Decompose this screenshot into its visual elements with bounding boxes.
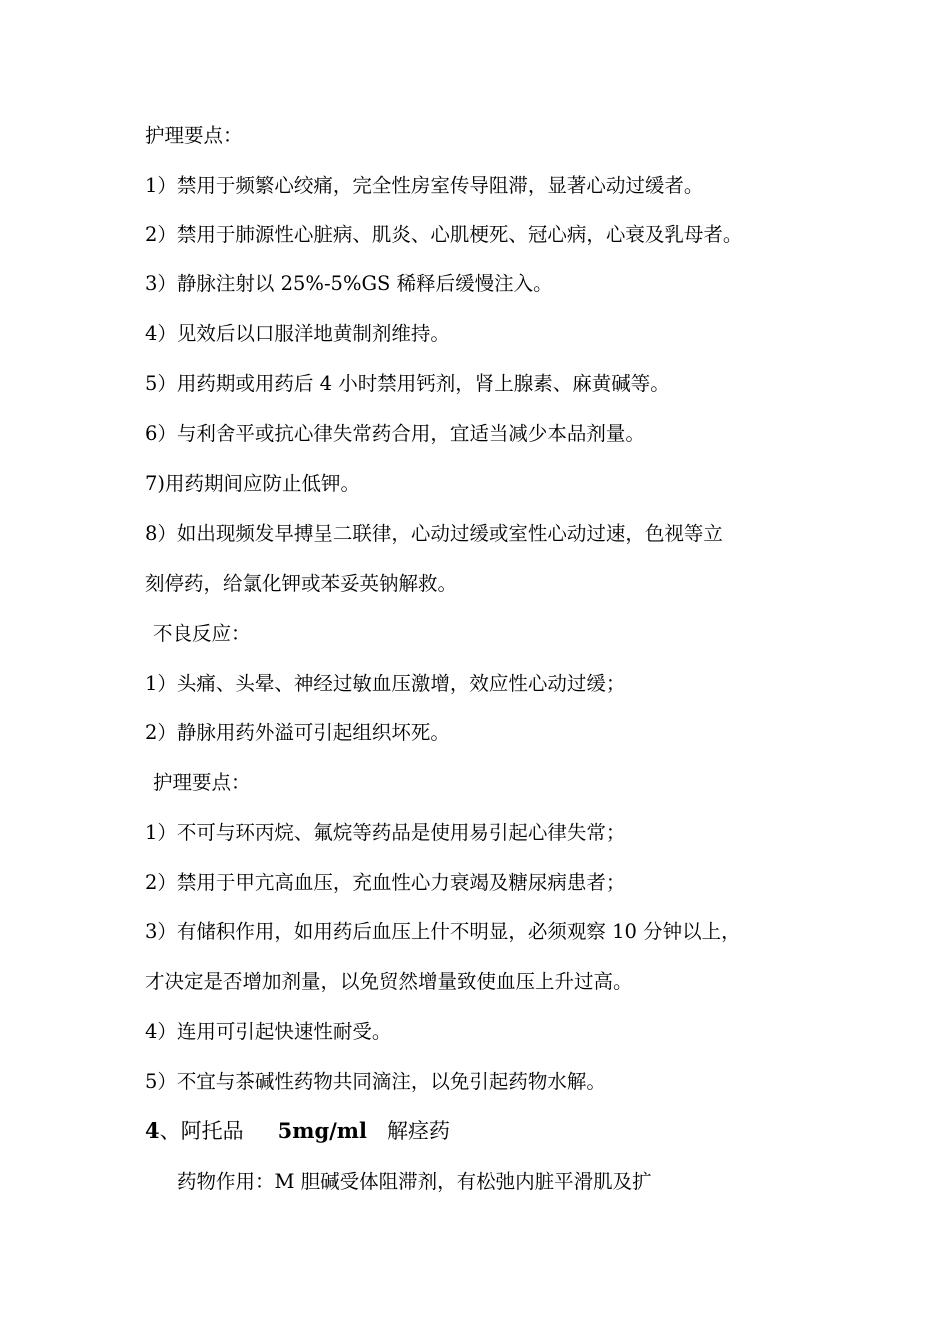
list-item: 4）连用可引起快速性耐受。 xyxy=(145,1020,392,1043)
list-item: 3）有储积作用，如用药后血压上什不明显，必须观察 10 分钟以上， xyxy=(145,920,741,943)
list-item: 1）头痛、头晕、神经过敏血压激增，效应性心动过缓； xyxy=(145,672,626,695)
drug-dose: 5mg/ml xyxy=(277,1118,368,1143)
list-item: 2）静脉用药外溢可引起组织坏死。 xyxy=(145,721,450,744)
list-item: 2）禁用于甲亢高血压，充血性心力衰竭及糖尿病患者； xyxy=(145,871,626,894)
section-title-nursing-points: 护理要点： xyxy=(153,771,251,794)
list-item: 3）静脉注射以 25%-5%GS 稀释后缓慢注入。 xyxy=(145,272,553,295)
drug-number: 4 xyxy=(145,1118,160,1143)
list-item: 8）如出现频发早搏呈二联律，心动过缓或室性心动过速，色视等立 xyxy=(145,522,723,545)
drug-category: 解痉药 xyxy=(387,1119,451,1143)
list-item: 1）不可与环丙烷、氟烷等药品是使用易引起心律失常； xyxy=(145,821,626,844)
list-item: 才决定是否增加剂量，以免贸然增量致使血压上升过高。 xyxy=(145,970,633,993)
list-item: 1）禁用于频繁心绞痛，完全性房室传导阻滞，显著心动过缓者。 xyxy=(145,174,704,197)
drug-action: 药物作用：M 胆碱受体阻滞剂，有松弛内脏平滑肌及扩 xyxy=(177,1170,652,1193)
drug-name: 、阿托品 xyxy=(159,1119,244,1143)
list-item: 6）与利舍平或抗心律失常药合用，宜适当减少本品剂量。 xyxy=(145,422,645,445)
list-item: 7)用药期间应防止低钾。 xyxy=(145,472,361,495)
list-item: 5）不宜与茶碱性药物共同滴注，以免引起药物水解。 xyxy=(145,1070,606,1093)
list-item: 4）见效后以口服洋地黄制剂维持。 xyxy=(145,322,450,345)
section-title-adverse-reactions: 不良反应： xyxy=(153,622,251,645)
list-item: 2）禁用于肺源性心脏病、肌炎、心肌梗死、冠心病，心衰及乳母者。 xyxy=(145,223,743,246)
drug-heading xyxy=(145,1117,845,1145)
list-item: 刻停药，给氯化钾或苯妥英钠解救。 xyxy=(145,572,458,595)
section-title-nursing-points: 护理要点： xyxy=(145,124,243,147)
list-item: 5）用药期或用药后 4 小时禁用钙剂，肾上腺素、麻黄碱等。 xyxy=(145,372,670,395)
